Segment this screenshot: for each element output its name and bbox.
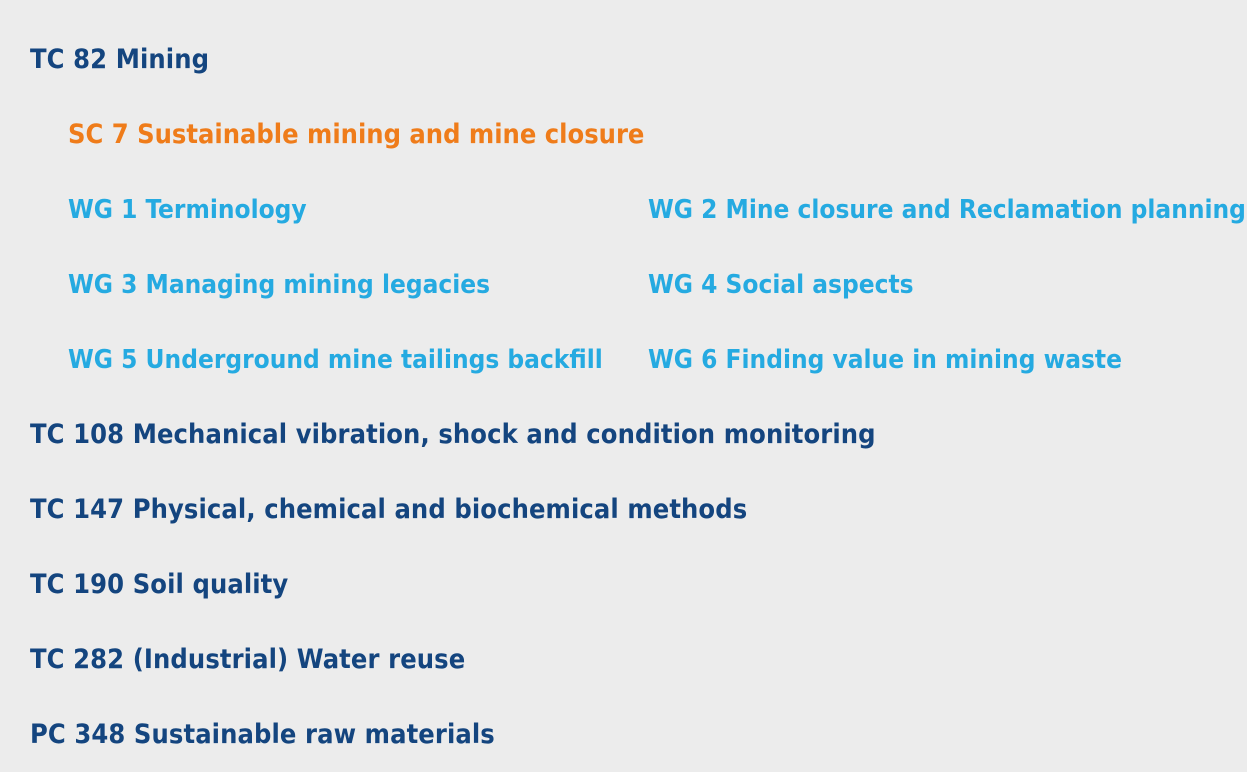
working-group-label: WG 6 Finding value in mining waste bbox=[648, 344, 1122, 375]
working-group-row bbox=[68, 322, 1247, 397]
committee-label: TC 282 (Industrial) Water reuse bbox=[30, 644, 466, 675]
subcommittee-label: SC 7 Sustainable mining and mine closure bbox=[68, 119, 645, 150]
committee-tc-108 bbox=[0, 397, 1247, 472]
committee-tc-147 bbox=[0, 472, 1247, 547]
working-group-label: WG 3 Managing mining legacies bbox=[68, 269, 491, 300]
working-group-wg-6 bbox=[648, 345, 1228, 375]
committee-label: PC 348 Sustainable raw materials bbox=[30, 719, 495, 750]
working-group-label: WG 5 Underground mine tailings backfill bbox=[68, 344, 603, 375]
working-group-label: WG 2 Mine closure and Reclamation planning bbox=[648, 194, 1246, 225]
working-group-row bbox=[68, 247, 1247, 322]
committee-label: TC 147 Physical, chemical and biochemical methods bbox=[30, 494, 748, 525]
committee-tc-190 bbox=[0, 547, 1247, 622]
working-group-wg-2 bbox=[648, 194, 1246, 225]
committee-tc-82 bbox=[0, 22, 1247, 97]
working-group-row bbox=[68, 172, 1247, 247]
working-group-grid bbox=[30, 172, 1247, 397]
subcommittee-group bbox=[0, 97, 1247, 397]
working-group-wg-1 bbox=[68, 195, 648, 225]
working-group-wg-3 bbox=[68, 270, 648, 300]
committee-label: TC 82 Mining bbox=[30, 44, 210, 75]
committee-pc-348 bbox=[0, 697, 1247, 772]
subcommittee-sc-7 bbox=[30, 97, 1247, 172]
working-group-wg-5 bbox=[68, 345, 648, 375]
working-group-label: WG 1 Terminology bbox=[68, 194, 307, 225]
committee-tc-282 bbox=[0, 622, 1247, 697]
working-group-wg-4 bbox=[648, 270, 1228, 300]
committee-label: TC 108 Mechanical vibration, shock and condition monitoring bbox=[30, 419, 876, 450]
committee-label: TC 190 Soil quality bbox=[30, 569, 289, 600]
working-group-label: WG 4 Social aspects bbox=[648, 269, 914, 300]
